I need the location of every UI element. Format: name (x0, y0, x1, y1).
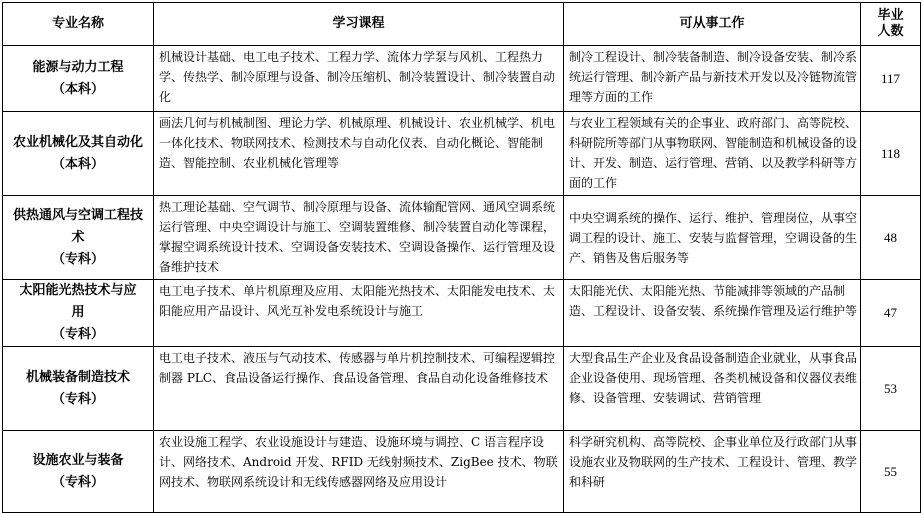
table-row (3, 112, 921, 196)
header-row (3, 3, 921, 46)
jobs-cell: 制冷工程设计、制冷装备制造、制冷设备安装、制冷系统运行管理、制冷新产品与新技术开发以及冷链物流管理等方面的工作 (564, 46, 861, 112)
graduates-cell: 117 (861, 46, 921, 112)
major-cell (3, 347, 154, 431)
jobs-cell: 与农业工程领域有关的企事业、政府部门、高等院校、科研院所等部门从事物联网、智能制造和机械设备的设计、开发、制造、运行管理、营销、以及教学科研等方面的工作 (564, 112, 861, 196)
major-type: （专科） (51, 251, 104, 267)
header-major: 专业名称 (3, 3, 154, 46)
major-type: （专科） (51, 327, 104, 342)
table-row (3, 280, 921, 347)
majors-table (2, 2, 921, 513)
major-type: （专科） (51, 474, 104, 490)
major-type: （本科） (51, 81, 104, 97)
courses-cell: 电工电子技术、单片机原理及应用、太阳能光热技术、太阳能发电技术、太阳能应用产品设计、风光互补发电系统设计与施工 (154, 280, 564, 347)
major-name: 农业机械化及其自动化 (13, 134, 144, 150)
table-row (3, 46, 921, 112)
jobs-cell: 中央空调系统的操作、运行、维护、管理岗位，从事空调工程的设计、施工、安装与监督管理，空调设备的生产、销售及售后服务等 (564, 196, 861, 280)
header-courses: 学习课程 (154, 3, 564, 46)
major-name: 机械装备制造技术 (25, 369, 130, 385)
major-cell (3, 431, 154, 513)
graduates-cell: 53 (861, 347, 921, 431)
major-type: （本科） (51, 156, 104, 172)
courses-cell: 电工电子技术、液压与气动技术、传感器与单片机控制技术、可编程逻辑控制器 PLC、食品设备运行操作、食品设备管理、食品自动化设备维修技术 (154, 347, 564, 431)
major-name: 供热通风与空调工程技术 (13, 207, 144, 245)
courses-cell: 热工理论基础、空气调节、制冷原理与设备、流体输配管网、通风空调系统运行管理、中央空调设计与施工、空调装置维修、制冷装置自动化等课程，掌握空调系统设计技术、空调设备安装技术、空调设备操作、运行管理及设备维护技术 (154, 196, 564, 280)
major-name: 设施农业与装备 (32, 452, 124, 468)
header-jobs: 可从事工作 (564, 3, 861, 46)
table-row (3, 347, 921, 431)
jobs-cell: 大型食品生产企业及食品设备制造企业就业，从事食品企业设备使用、现场管理、各类机械设备和仪器仪表维修、设备管理、安装调试、营销管理 (564, 347, 861, 431)
graduates-cell: 118 (861, 112, 921, 196)
major-type: （专科） (51, 391, 104, 407)
major-name: 太阳能光热技术与应用 (19, 283, 137, 320)
courses-cell: 机械设计基础、电工电子技术、工程力学、流体力学泵与风机、工程热力学、传热学、制冷原理与设备、制冷压缩机、制冷装置设计、制冷装置自动化 (154, 46, 564, 112)
major-cell (3, 280, 154, 347)
header-graduates: 毕业人数 (861, 3, 921, 46)
major-cell (3, 46, 154, 112)
table-row (3, 431, 921, 513)
table-row (3, 196, 921, 280)
major-name: 能源与动力工程 (32, 59, 124, 75)
graduates-cell: 48 (861, 196, 921, 280)
major-cell (3, 112, 154, 196)
major-cell (3, 196, 154, 280)
courses-cell: 画法几何与机械制图、理论力学、机械原理、机械设计、农业机械学、机电一体化技术、物联网技术、检测技术与自动化仪表、自动化概论、智能制造、智能控制、农业机械化管理等 (154, 112, 564, 196)
jobs-cell: 科学研究机构、高等院校、企事业单位及行政部门从事设施农业及物联网的生产技术、工程设计、管理、教学和科研 (564, 431, 861, 513)
jobs-cell: 太阳能光伏、太阳能光热、节能减排等领域的产品制造、工程设计、设备安装、系统操作管理及运行维护等 (564, 280, 861, 347)
graduates-cell: 55 (861, 431, 921, 513)
courses-cell: 农业设施工程学、农业设施设计与建造、设施环境与调控、C 语言程序设计、网络技术、Android 开发、RFID 无线射频技术、ZigBee 技术、物联网技术、物联网系统设计和无线传感器网络及应用设计 (154, 431, 564, 513)
graduates-cell: 47 (861, 280, 921, 347)
